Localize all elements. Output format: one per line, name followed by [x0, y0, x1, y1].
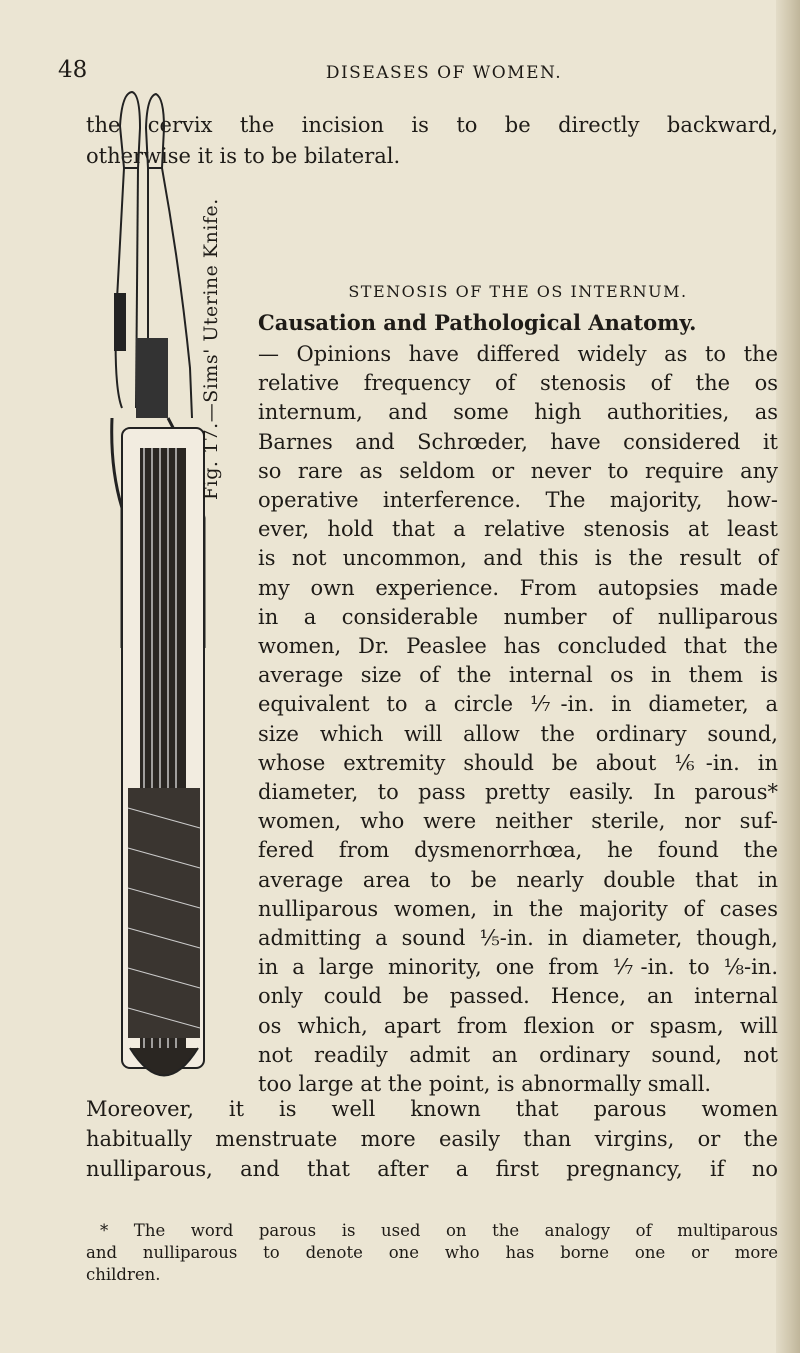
section-title: STENOSIS OF THE OS INTERNUM. [348, 282, 688, 301]
body-line: equivalent to a circle ⅐-in. in diameter, a [258, 692, 778, 717]
body-line: only could be passed. Hence, an internal [258, 984, 778, 1009]
body-line: in a considerable number of nulliparous [258, 604, 778, 629]
intro-line: the cervix the incision is to be directly backward, [86, 113, 778, 137]
body-line: Barnes and Schrœder, have considered it [258, 429, 778, 454]
footnote-line: * The word parous is used on the analogy of multiparous [100, 1221, 778, 1240]
page-header [58, 57, 778, 87]
body-line: relative frequency of stenosis of the os [258, 371, 778, 396]
figure-caption: Fig. 17.—Sims' Uterine Knife. [200, 198, 222, 500]
body-line: os which, apart from flexion or spasm, will [258, 1013, 778, 1038]
body-line: too large at the point, is abnormally small. [258, 1072, 712, 1096]
body-line: admitting a sound ⅕-in. in diameter, though, [258, 926, 778, 950]
body-line: not readily admit an ordinary sound, not [258, 1042, 778, 1067]
body-line: habitually menstruate more easily than virgins, or the [86, 1127, 778, 1151]
footnote-line: and nulliparous to denote one who has borne one or more [86, 1243, 778, 1262]
body-line: average size of the internal os in them is [258, 663, 778, 688]
body-line: so rare as seldom or never to require any [258, 458, 778, 483]
body-line: my own experience. From autopsies made [258, 575, 778, 600]
intro-line: otherwise it is to be bilateral. [86, 144, 401, 168]
body-line: in a large minority, one from ⅐-in. to ⅛-in. [258, 955, 778, 980]
body-line: size which will allow the ordinary sound, [258, 721, 778, 746]
page-edge-shadow [776, 0, 800, 1353]
body-line: nulliparous, and that after a first pregnancy, if no [86, 1157, 778, 1181]
body-line: ever, hold that a relative stenosis at least [258, 517, 778, 542]
body-line: internum, and some high authorities, as [258, 400, 778, 425]
body-line: fered from dysmenorrhœa, he found the [258, 838, 778, 863]
page-number: 48 [58, 57, 88, 83]
footnote-line: children. [86, 1265, 161, 1284]
body-line: operative interference. The majority, how- [258, 488, 778, 512]
body-line: — Opinions have differed widely as to the [258, 342, 778, 366]
body-line: is not uncommon, and this is the result of [258, 546, 778, 571]
body-line: Moreover, it is well known that parous women [86, 1097, 778, 1121]
body-line: nulliparous women, in the majority of cases [258, 896, 778, 921]
body-line: diameter, to pass pretty easily. In parous* [258, 780, 778, 804]
body-line: women, Dr. Peaslee has concluded that the [258, 634, 778, 658]
body-line: women, who were neither sterile, nor suf- [258, 809, 778, 834]
section-subhead: Causation and Pathological Anatomy. [258, 310, 697, 335]
running-head: DISEASES OF WOMEN. [325, 63, 563, 83]
body-line: average area to be nearly double that in [258, 867, 778, 892]
body-line: whose extremity should be about ⅙-in. in [258, 750, 778, 775]
